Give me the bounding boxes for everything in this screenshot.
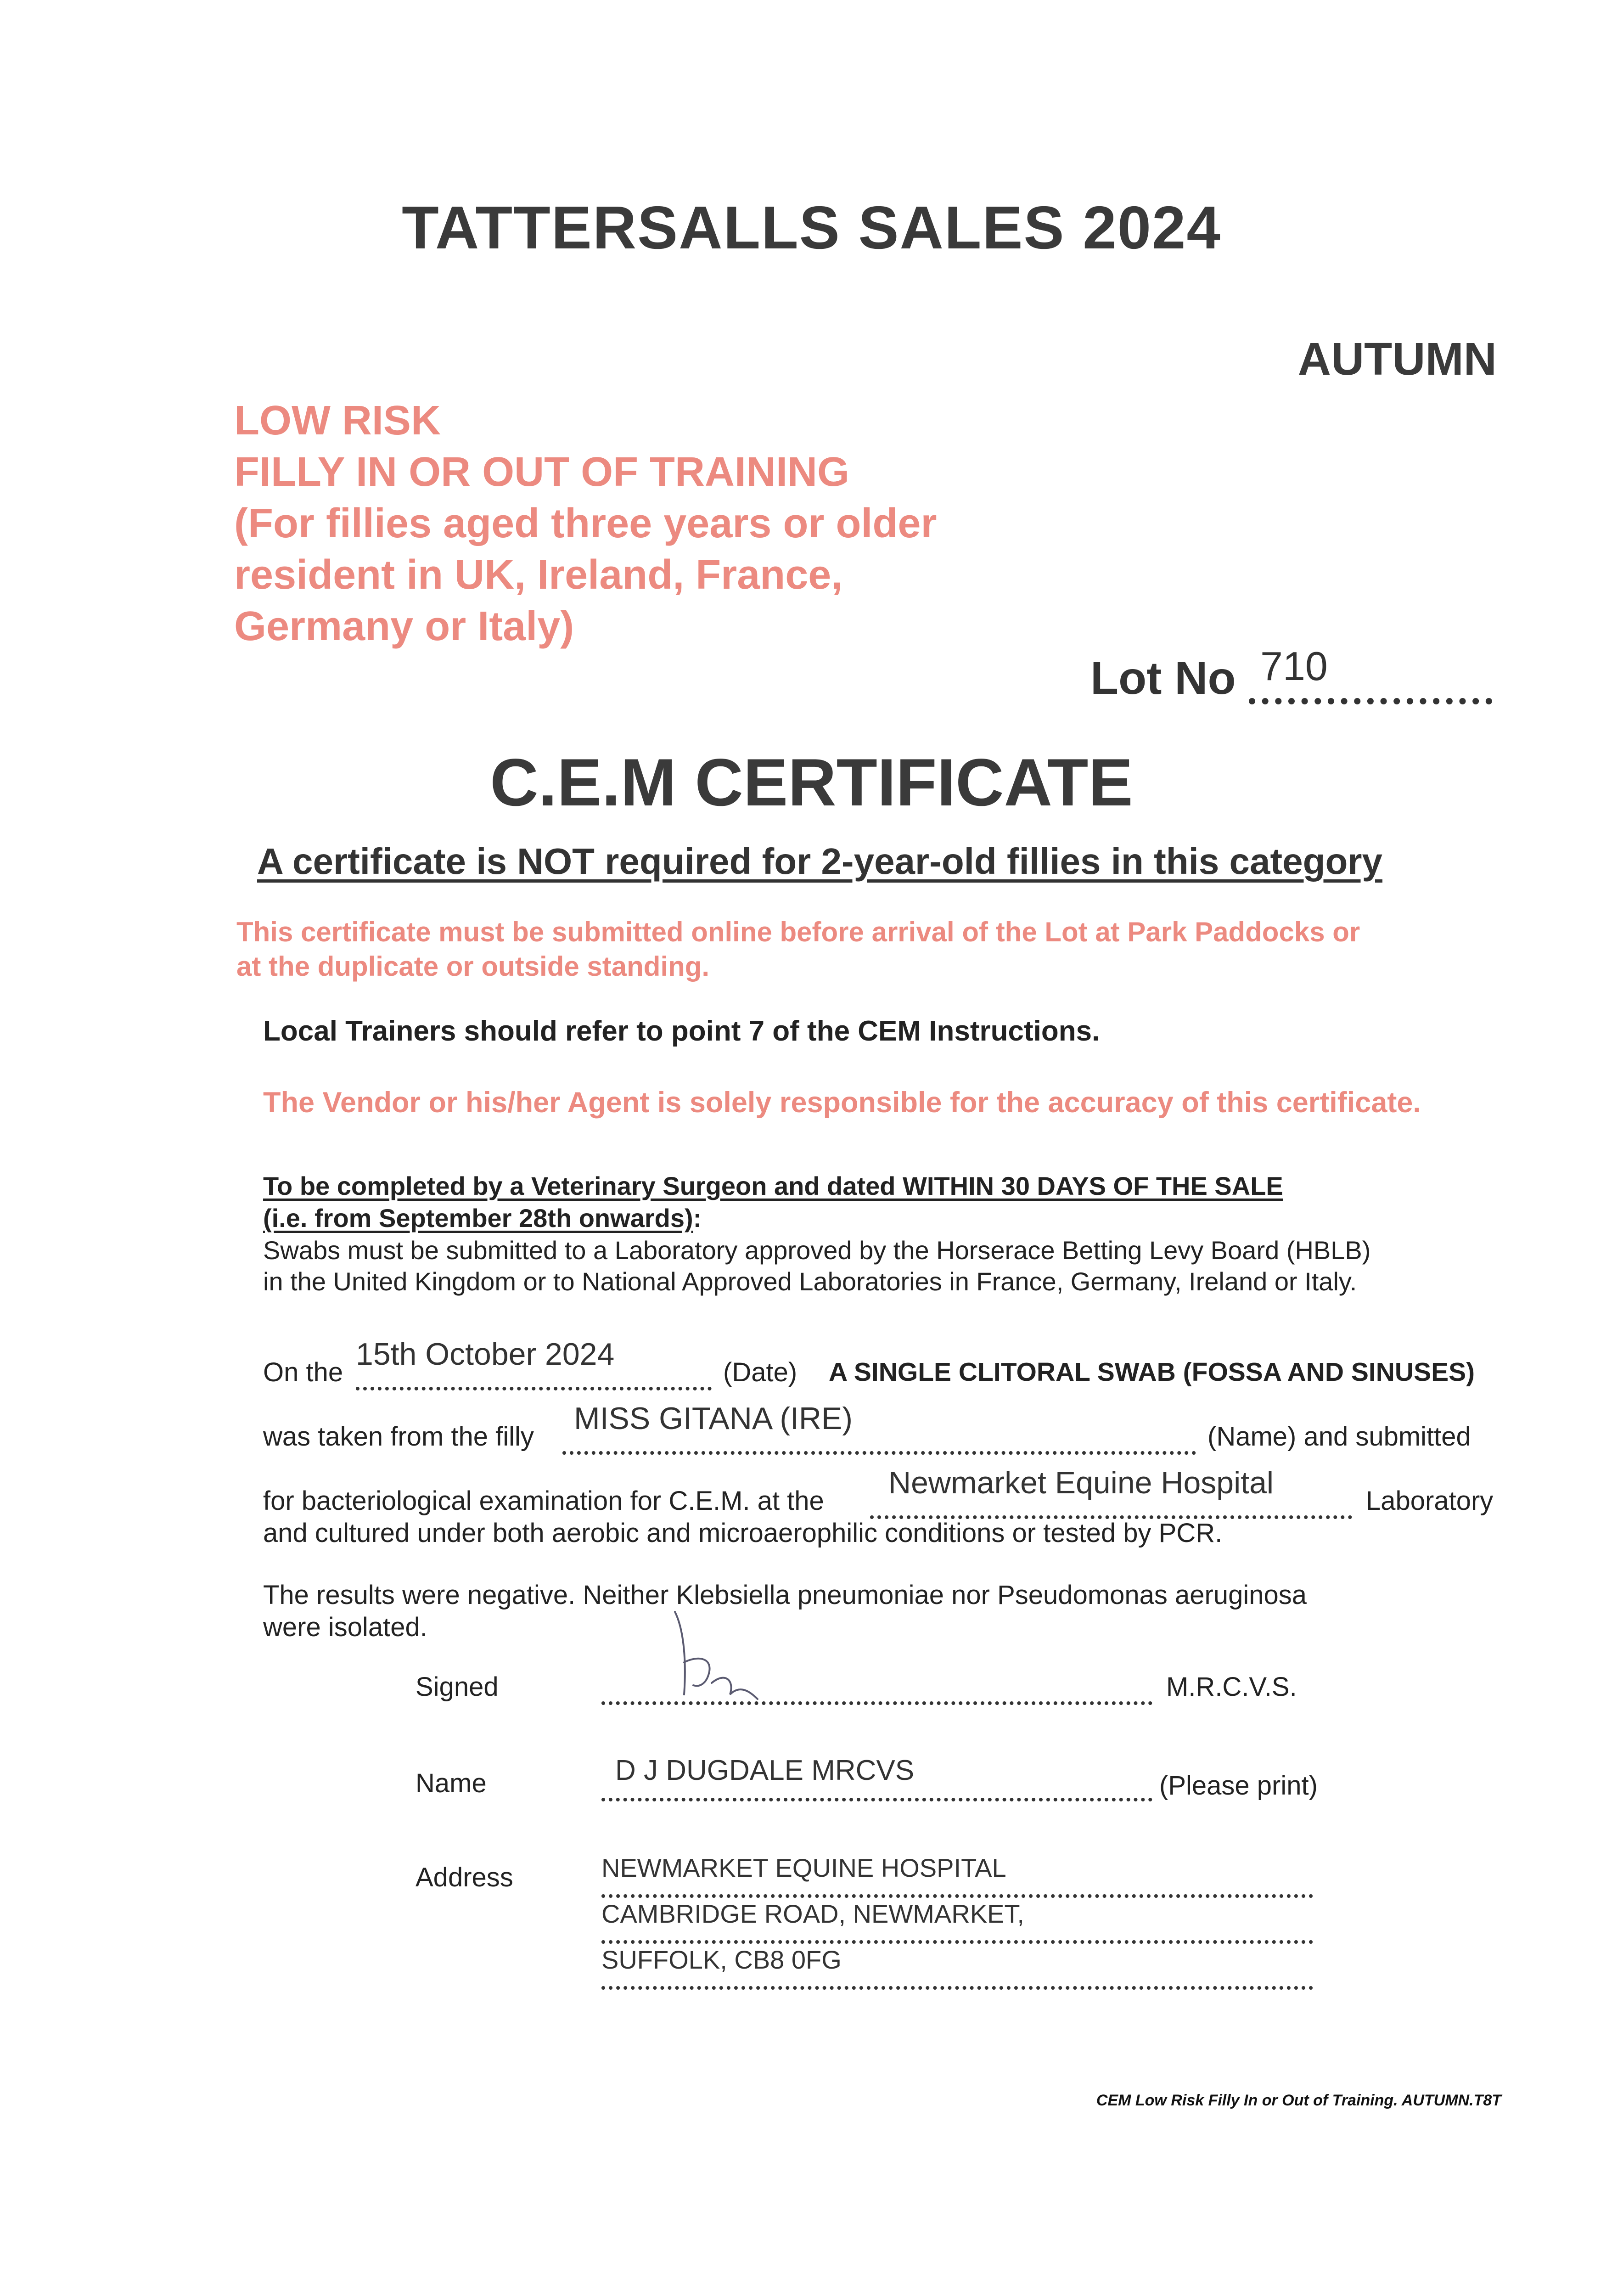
date-label: (Date) [723,1357,797,1387]
season-label: AUTUMN [1297,333,1497,385]
filly-name-value[interactable]: MISS GITANA (IRE) [574,1401,853,1436]
date-value[interactable]: 15th October 2024 [356,1337,615,1372]
category-line-2: FILLY IN OR OUT OF TRAINING [234,449,850,495]
vet-heading-line-2-colon: : [693,1204,702,1232]
page-title: TATTERSALLS SALES 2024 [402,194,1221,261]
certificate-title: C.E.M CERTIFICATE [490,745,1133,820]
results-line-2: were isolated. [263,1612,427,1642]
on-the-label: On the [263,1357,343,1387]
not-required-note: A certificate is NOT required for 2-year-old fillies in this category [257,841,1383,882]
swab-description: A SINGLE CLITORAL SWAB (FOSSA AND SINUSES) [829,1357,1475,1387]
please-print-label: (Please print) [1159,1771,1318,1801]
laboratory-label: Laboratory [1366,1486,1494,1516]
vet-heading-line-1: To be completed by a Veterinary Surgeon and dated WITHIN 30 DAYS OF THE SALE [263,1171,1283,1200]
mrcvs-label: M.R.C.V.S. [1166,1672,1297,1702]
lot-number-value[interactable]: 710 [1260,643,1328,689]
name-label: Name [416,1768,487,1798]
address-line-1[interactable]: NEWMARKET EQUINE HOSPITAL [601,1853,1006,1882]
results-line-1: The results were negative. Neither Klebsiella pneumoniae nor Pseudomonas aeruginosa [263,1580,1307,1610]
category-line-4: resident in UK, Ireland, France, [234,552,843,598]
swabs-line-1: Swabs must be submitted to a Laboratory approved by the Horserace Betting Levy Board (HBLB) [263,1236,1371,1265]
taken-from-label: was taken from the filly [263,1422,534,1452]
local-trainers-note: Local Trainers should refer to point 7 of the CEM Instructions. [263,1015,1100,1047]
address-line-2[interactable]: CAMBRIDGE ROAD, NEWMARKET, [601,1899,1024,1928]
filly-name-label: (Name) and submitted [1207,1422,1471,1452]
cultured-text: and cultured under both aerobic and microaerophilic conditions or tested by PCR. [263,1518,1223,1548]
exam-text: for bacteriological examination for C.E.M. at the [263,1486,824,1516]
laboratory-value[interactable]: Newmarket Equine Hospital [888,1465,1274,1500]
vendor-responsibility-note: The Vendor or his/her Agent is solely responsible for the accuracy of this certificate. [263,1086,1421,1119]
category-line-5: Germany or Italy) [234,603,574,649]
footer-reference: CEM Low Risk Filly In or Out of Training. AUTUMN.T8T [1096,2092,1501,2109]
name-value[interactable]: D J DUGDALE MRCVS [615,1755,915,1786]
vet-heading-line-2 [263,1203,702,1233]
vet-heading-line-2-text: (i.e. from September 28th onwards) [263,1204,693,1232]
signed-label: Signed [416,1672,499,1702]
category-line-3: (For fillies aged three years or older [234,501,937,546]
category-line-1: LOW RISK [234,398,441,444]
swabs-line-2: in the United Kingdom or to National Approved Laboratories in France, Germany, Ireland or Italy. [263,1267,1357,1296]
submission-note-line-2: at the duplicate or outside standing. [236,951,710,982]
address-label: Address [416,1863,513,1892]
lot-number-label: Lot No [1090,653,1236,704]
signature-scribble [661,1603,767,1708]
submission-note-line-1: This certificate must be submitted online before arrival of the Lot at Park Paddocks or [236,917,1360,947]
address-line-3[interactable]: SUFFOLK, CB8 0FG [601,1945,842,1974]
